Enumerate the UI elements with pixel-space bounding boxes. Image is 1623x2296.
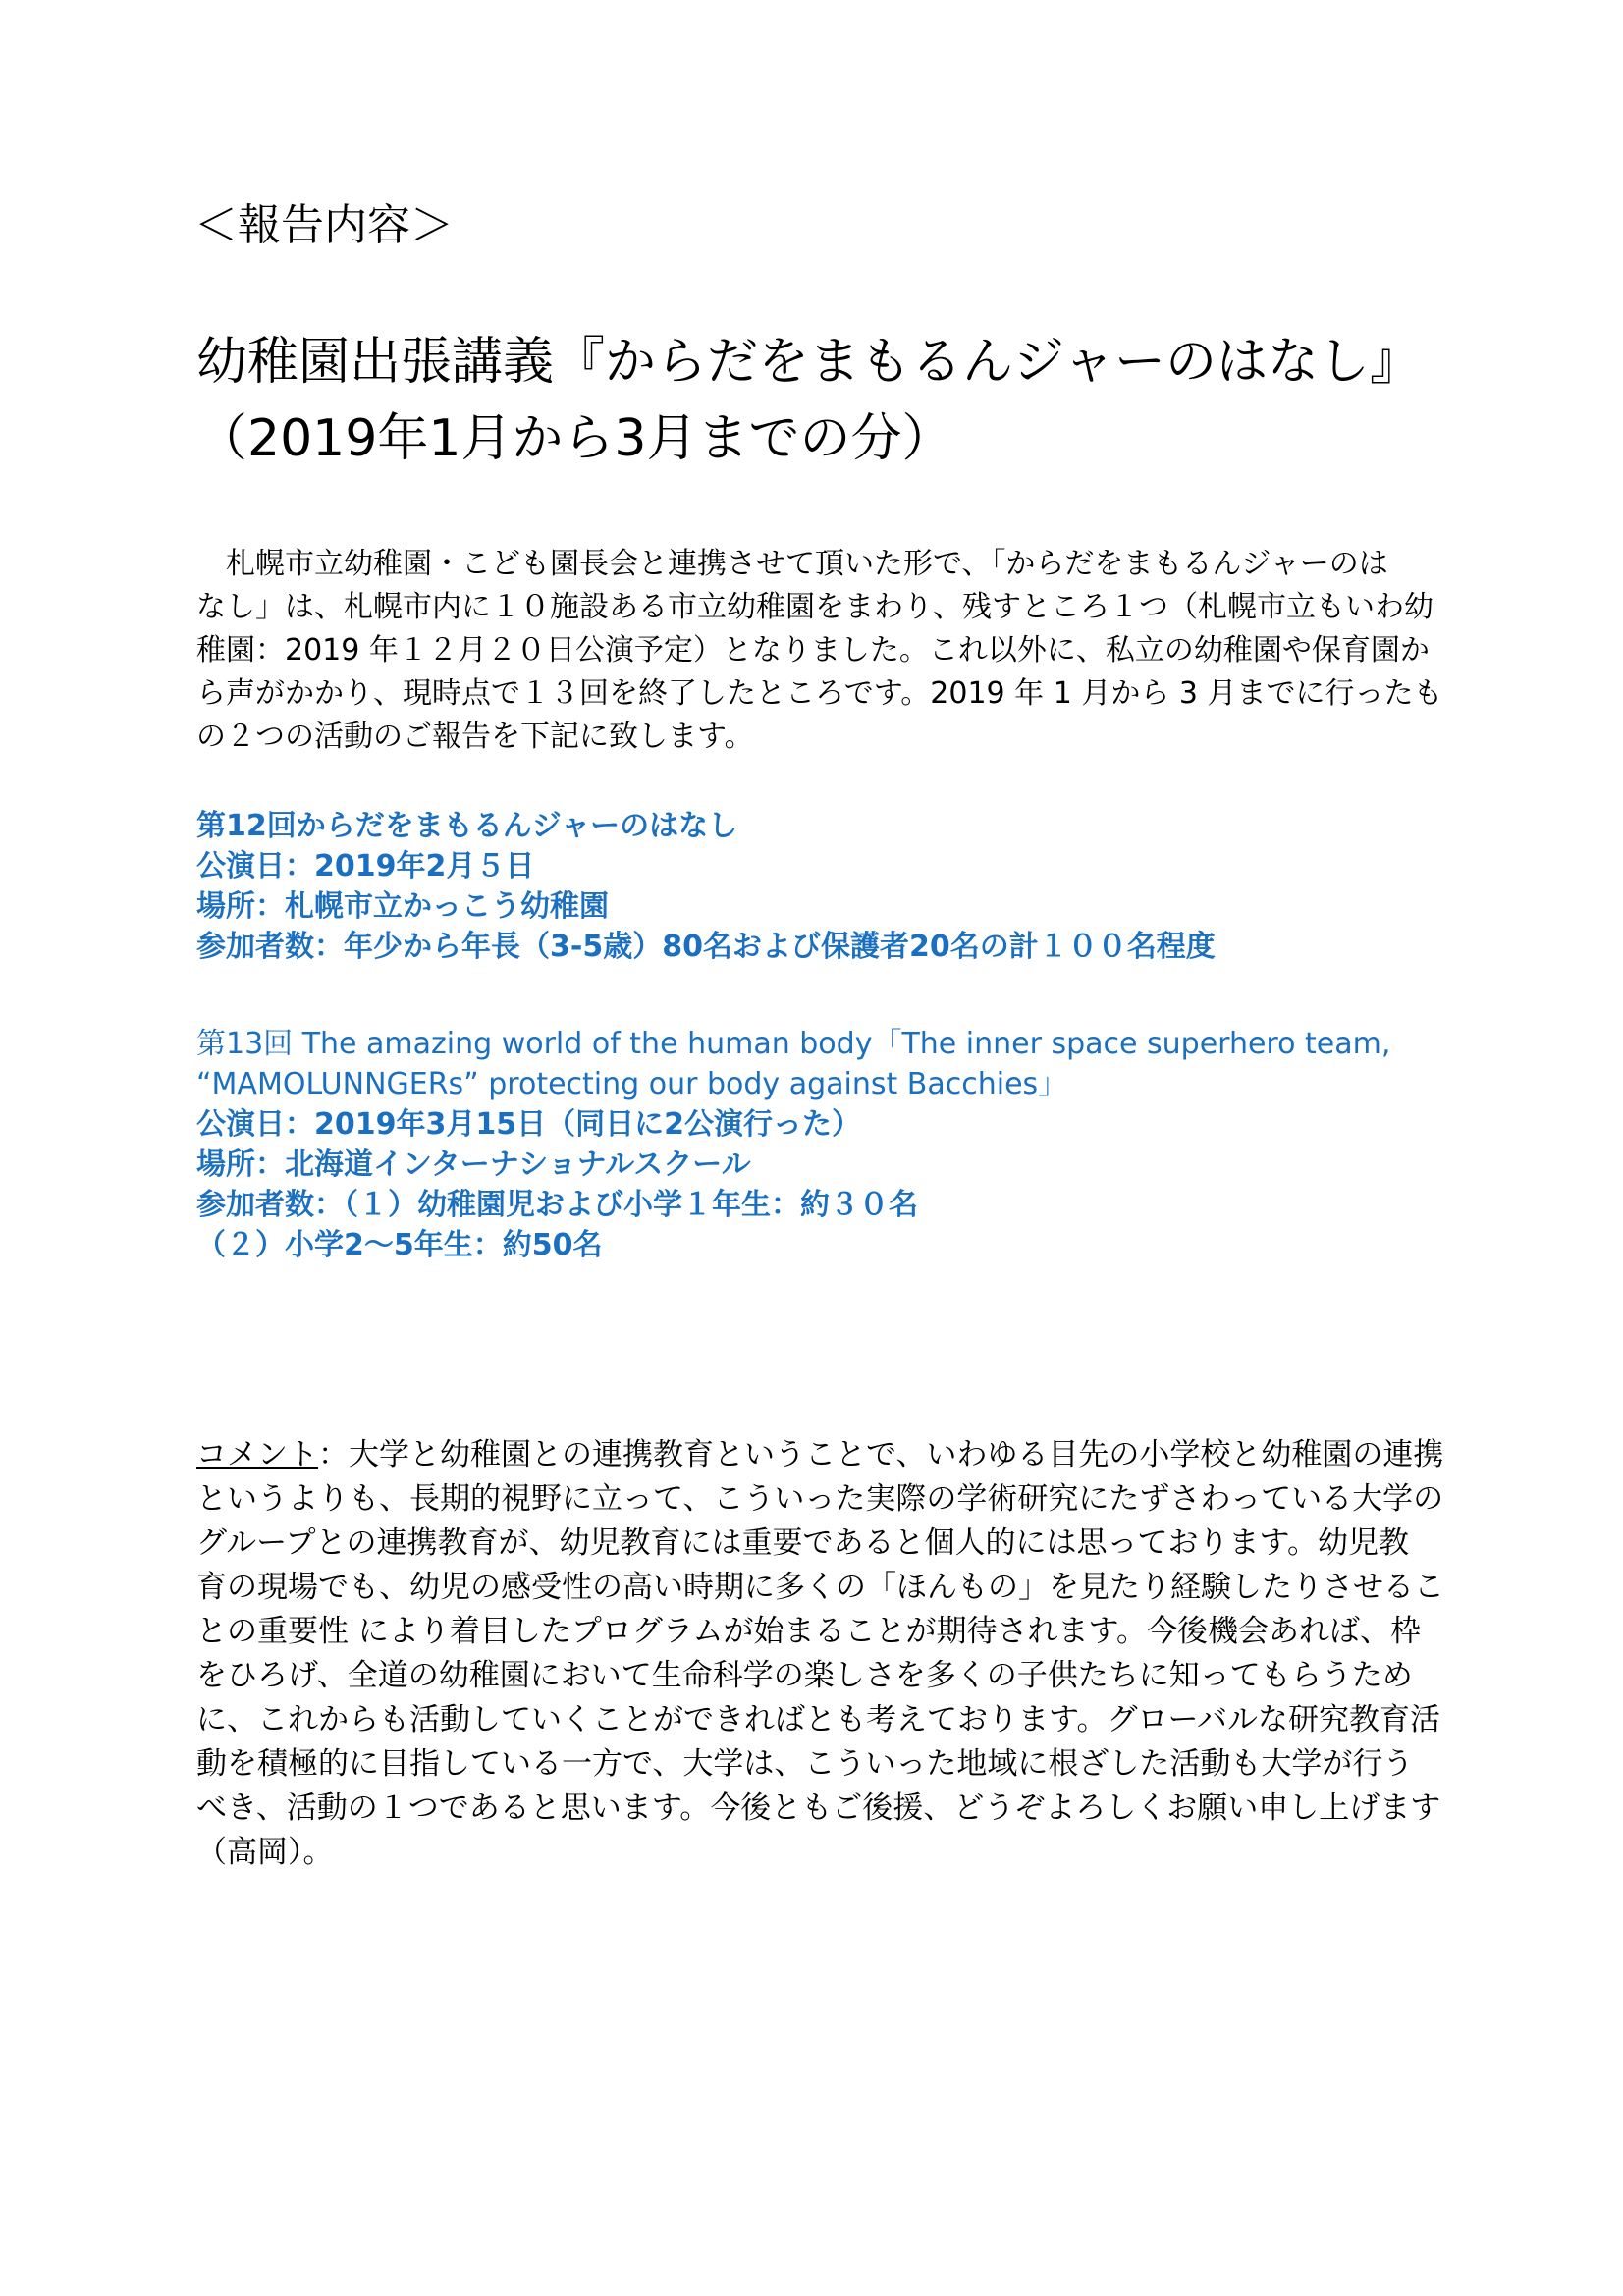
title-line-2: （2019年1月から3月までの分） [196,409,953,468]
event-13-participants-1: 参加者数：（１）幼稚園児および小学１年生：約３０名 [196,1188,918,1222]
comment-line: に、これからも活動していくことができればとも考えております。グローバルな研究教育活 [196,1702,1440,1737]
event-13-participants-2: （２）小学2～5年生：約50名 [196,1228,603,1262]
comment-line: をひろげ、全道の幼稚園において生命科学の楽しさを多くの子供たちに知ってもらうため [196,1658,1413,1693]
comment-line: 動を積極的に目指している一方で、大学は、こういった地域に根ざした活動も大学が行う [196,1746,1414,1782]
comment-line: （高岡）。 [196,1835,334,1870]
comment-line: べき、活動の１つであると思います。今後ともご後援、どうぞよろしくお願い申し上げます [196,1790,1441,1826]
intro-line: 札幌市立幼稚園・こども園長会と連携させて頂いた形で、「からだをまもるんジャーのは [196,547,1388,581]
report-heading: ＜報告内容＞ [194,200,454,250]
event-12-place: 場所：札幌市立かっこう幼稚園 [196,889,609,924]
comment-line: との重要性 により着目したプログラムが始まることが期待されます。今後機会あれば、枠 [196,1614,1422,1649]
intro-line: なし」は、札幌市内に１０施設ある市立幼稚園をまわり、残すところ１つ（札幌市立もいわ幼 [196,590,1434,624]
event-13-date: 公演日：2019年3月15日（同日に2公演行った） [196,1107,861,1142]
event-13-title-line-1: 第13回 The amazing world of the human body「The inner space superhero team, [196,1027,1391,1061]
comment-line: というよりも、長期的視野に立って、こういった実際の学術研究にたずさわっている大学の [196,1481,1444,1517]
event-12-block [196,806,1216,967]
comment-label: コメント [196,1437,318,1472]
comment-line: グループとの連携教育が、幼児教育には重要であると個人的には思っております。幼児教 [196,1525,1410,1561]
comment-line [196,1433,1444,1477]
event-12-title: 第12回からだをまもるんジャーのはなし [196,809,738,843]
event-12-date: 公演日：2019年2月５日 [196,849,535,883]
event-12-participants: 参加者数：年少から年長（3-5歳）80名および保護者20名の計１００名程度 [196,930,1216,964]
comment-paragraph [196,1433,1444,1875]
event-13-place: 場所：北海道インターナショナルスクール [196,1148,751,1182]
comment-line-text: ：大学と幼稚園との連携教育ということで、いわゆる目先の小学校と幼稚園の連携 [318,1437,1444,1472]
comment-line: 育の現場でも、幼児の感受性の高い時期に多くの「ほんもの」を見たり経験したりさせるこ [196,1570,1444,1605]
intro-line: ら声がかかり、現時点で１３回を終了したところです。2019 年 1 月から 3 月までに行ったも [196,676,1443,711]
intro-line: の２つの活動のご報告を下記に致します。 [196,720,754,754]
intro-line: 稚園：2019 年１２月２０日公演予定）となりました。これ以外に、私立の幼稚園や保育園か [196,633,1430,667]
intro-paragraph [196,543,1443,759]
event-13-title-line-2: “MAMOLUNNGERs” protecting our body against Bacchies」 [196,1067,1068,1101]
event-13-block [196,1024,1390,1265]
document-title [196,324,1421,477]
title-line-1: 幼稚園出張講義『からだをまもるんジャーのはなし』 [196,333,1421,392]
